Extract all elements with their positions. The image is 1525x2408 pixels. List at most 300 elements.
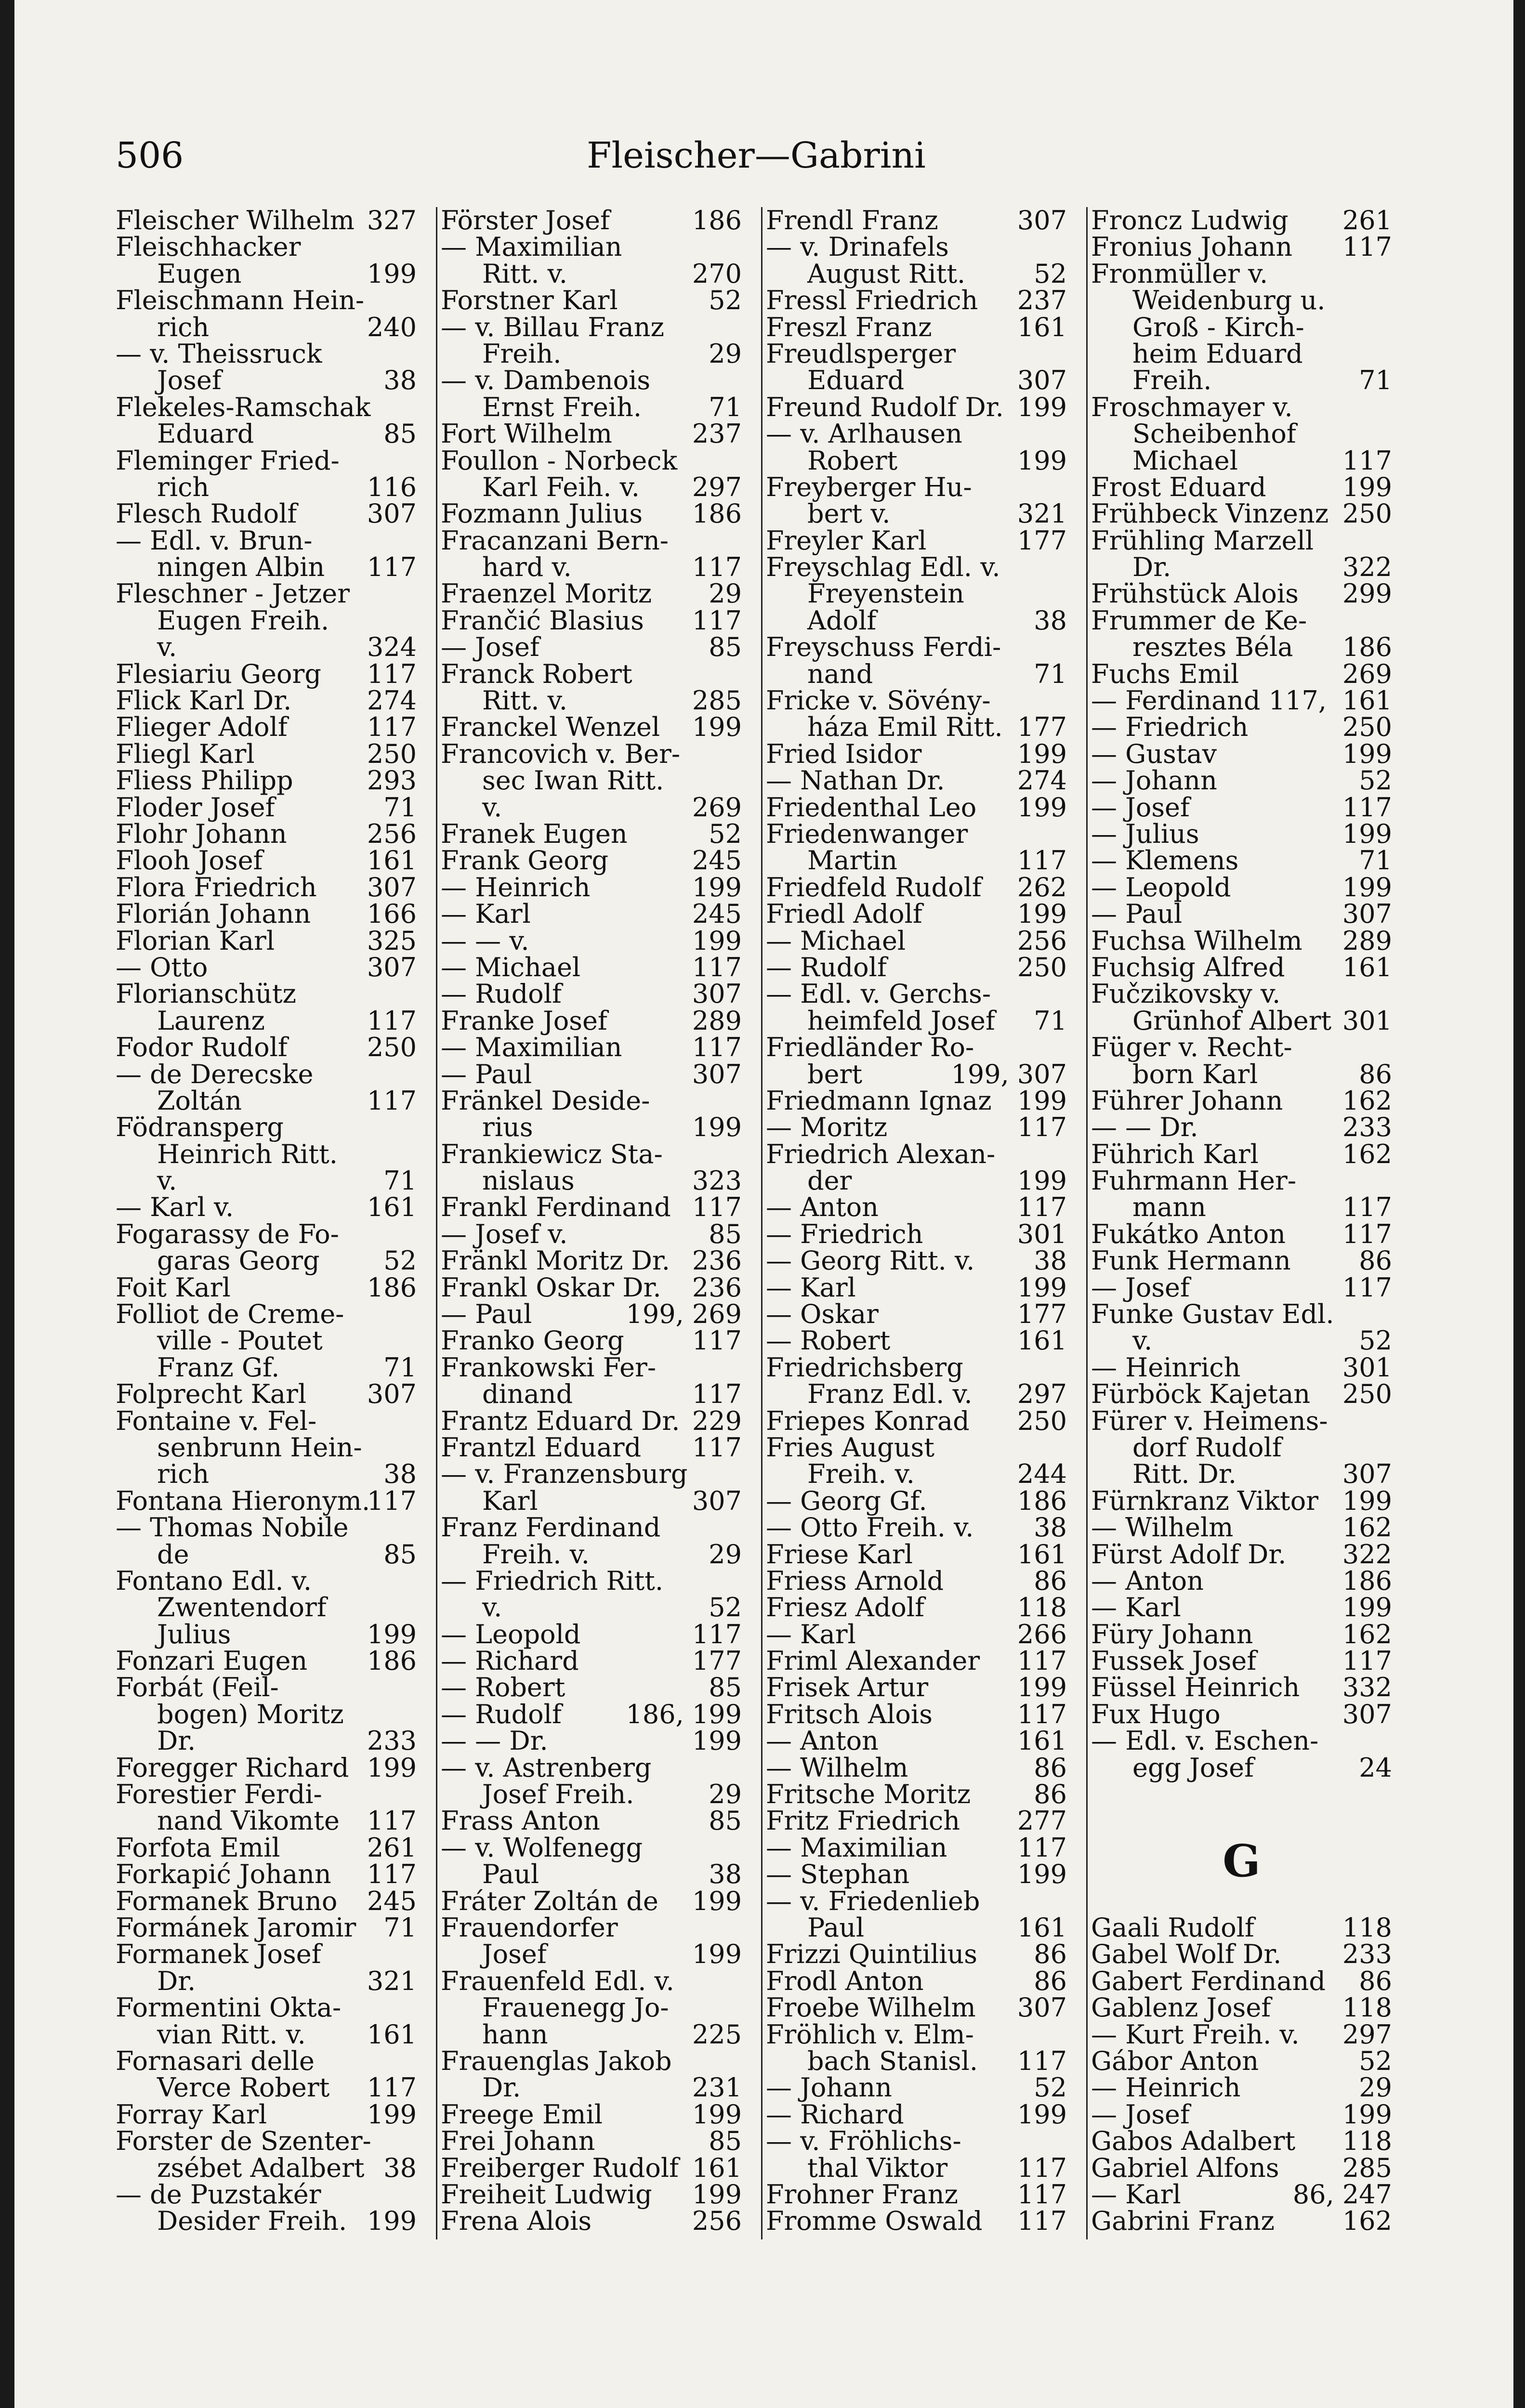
index-entry — [116, 1754, 417, 1781]
entry-name: mann — [1132, 1192, 1206, 1223]
entry-page: 117 — [692, 1325, 742, 1356]
entry-page: 71 — [1359, 365, 1392, 396]
index-entry — [766, 365, 1067, 396]
entry-name: Adolf — [807, 605, 877, 636]
entry-page: 322 — [1342, 1539, 1392, 1570]
entry-name: Födransperg — [116, 1112, 284, 1143]
page-number: 506 — [116, 135, 184, 176]
index-entry — [766, 1779, 1067, 1810]
index-entry — [1091, 2206, 1392, 2237]
index-entry — [1091, 981, 1392, 1007]
index-entry — [116, 365, 417, 396]
entry-name: garas Georg — [157, 1245, 320, 1276]
entry-name: — Otto Freih. v. — [766, 1512, 974, 1543]
index-entry — [116, 1834, 417, 1861]
entry-name: — Anton — [766, 1726, 879, 1756]
entry-page: 199 — [1017, 1859, 1067, 1890]
entry-name: Formánek Jaromir — [116, 1912, 356, 1943]
index-entry — [766, 1965, 1067, 1996]
entry-page: 277 — [1017, 1806, 1067, 1836]
entry-page: 199 — [1017, 1272, 1067, 1303]
index-entry — [766, 738, 1067, 769]
entry-page: 199 — [692, 2099, 742, 2130]
index-entry — [766, 658, 1067, 689]
index-entry — [1091, 1621, 1392, 1648]
index-entry — [441, 632, 742, 663]
entry-name: Groß - Kirch- — [1132, 312, 1304, 342]
index-entry — [766, 1112, 1067, 1143]
entry-page: 233 — [1342, 1939, 1392, 1970]
entry-page: 118 — [1342, 1992, 1392, 2023]
index-entry — [1091, 314, 1392, 340]
entry-name: — v. Astrenberg — [441, 1752, 652, 1783]
index-entry — [116, 471, 417, 502]
entry-name: Freiheit Ludwig — [441, 2179, 652, 2210]
column-1 — [116, 207, 417, 2235]
entry-page: 199 — [692, 1112, 742, 1143]
index-entry — [116, 632, 417, 663]
entry-page: 86 — [1359, 1059, 1392, 1089]
index-entry — [1091, 1005, 1392, 1036]
index-entry — [1091, 1192, 1392, 1223]
index-entry — [766, 1701, 1067, 1727]
index-entry — [441, 2181, 742, 2208]
index-entry — [441, 607, 742, 634]
index-entry — [1091, 607, 1392, 634]
entry-name: Florian Karl — [116, 925, 275, 956]
index-entry — [441, 1485, 742, 1516]
index-entry — [116, 1405, 417, 1436]
entry-name: — Moritz — [766, 1112, 888, 1143]
index-entry — [1091, 1405, 1392, 1436]
index-entry — [1091, 925, 1392, 956]
entry-page: 186 — [367, 1646, 417, 1676]
index-entry — [441, 687, 742, 714]
index-entry — [441, 2206, 742, 2237]
entry-name: — Richard — [441, 1646, 579, 1676]
index-entry — [1091, 1087, 1392, 1114]
index-entry — [116, 552, 417, 583]
entry-page: 161 — [692, 2152, 742, 2183]
entry-name: Frankiewicz Sta- — [441, 1139, 663, 1169]
index-entry — [441, 1061, 742, 1087]
entry-name: Flesiariu Georg — [116, 658, 321, 689]
index-entry — [766, 1247, 1067, 1274]
entry-name: Fozmann Julius — [441, 498, 643, 529]
index-entry — [766, 1434, 1067, 1461]
index-entry — [116, 2126, 417, 2157]
entry-name: ningen Albin — [157, 552, 325, 583]
entry-name: — Josef — [1091, 1272, 1190, 1303]
entry-name: Friedl Adolf — [766, 899, 922, 929]
entry-name: zsébet Adalbert — [157, 2152, 365, 2183]
index-entry — [116, 1192, 417, 1223]
entry-page: 85 — [709, 1218, 742, 1249]
running-title: Fleischer—Gabrini — [587, 135, 926, 176]
entry-page: 161 — [1017, 1325, 1067, 1356]
entry-page: 199 — [367, 2206, 417, 2237]
index-entry — [766, 1405, 1067, 1436]
entry-name: Flooh Josef — [116, 845, 263, 876]
index-entry — [766, 954, 1067, 981]
entry-name: Foregger Richard — [116, 1752, 349, 1783]
entry-name: Fráter Zoltán de — [441, 1885, 658, 1916]
index-entry — [116, 1514, 417, 1541]
index-entry — [1091, 1112, 1392, 1143]
index-entry — [766, 607, 1067, 634]
entry-name: egg Josef — [1132, 1752, 1254, 1783]
entry-name: — Rudolf — [441, 1699, 562, 1729]
entry-name: — Kurt Freih. v. — [1091, 2019, 1300, 2050]
index-entry — [441, 1621, 742, 1648]
entry-page: 186 — [1342, 1565, 1392, 1596]
index-entry — [116, 2021, 417, 2048]
entry-page: 117 — [692, 1192, 742, 1223]
index-entry — [766, 394, 1067, 420]
index-entry — [766, 2045, 1067, 2076]
entry-page: 256 — [692, 2206, 742, 2237]
entry-name: — — v. — [441, 925, 529, 956]
entry-page: 199 — [367, 1752, 417, 1783]
entry-name: Froebe Wilhelm — [766, 1992, 976, 2023]
index-entry — [766, 1594, 1067, 1621]
index-entry — [766, 2074, 1067, 2101]
entry-page: 199 — [1017, 445, 1067, 476]
entry-page: 161 — [367, 2019, 417, 2050]
index-entry — [766, 1754, 1067, 1781]
entry-page: 250 — [1342, 498, 1392, 529]
index-entry — [441, 1405, 742, 1436]
index-entry — [441, 287, 742, 314]
entry-page: 186 — [1017, 1485, 1067, 1516]
entry-name: Fuchsig Alfred — [1091, 952, 1285, 982]
index-entry — [441, 901, 742, 927]
index-entry — [766, 1485, 1067, 1516]
index-entry — [766, 207, 1067, 234]
entry-page: 199 — [1342, 872, 1392, 903]
index-entry — [766, 1914, 1067, 1941]
index-entry — [116, 818, 417, 849]
index-entry — [116, 738, 417, 769]
entry-page: 307 — [367, 1379, 417, 1410]
column-divider — [436, 207, 437, 2239]
entry-page: 297 — [1017, 1379, 1067, 1410]
entry-name: Fornasari delle — [116, 2045, 315, 2076]
index-entry — [441, 658, 742, 689]
index-entry — [441, 1005, 742, 1036]
entry-page: 118 — [1017, 1592, 1067, 1623]
index-entry — [116, 1218, 417, 1249]
index-entry — [441, 447, 742, 474]
entry-name: Frisek Artur — [766, 1672, 929, 1703]
entry-page: 250 — [1342, 712, 1392, 743]
entry-page: 199 — [1342, 818, 1392, 849]
entry-page: 71 — [383, 792, 417, 823]
entry-name: Freih. — [1132, 365, 1212, 396]
entry-name: hard v. — [482, 552, 572, 583]
entry-name: Füger v. Recht- — [1091, 1032, 1292, 1063]
entry-page: 199 — [692, 1726, 742, 1756]
index-entry — [766, 1834, 1067, 1861]
index-entry — [441, 2074, 742, 2101]
entry-page: 85 — [709, 2126, 742, 2157]
entry-name: Flekeles-Ramschak — [116, 392, 371, 422]
index-entry — [116, 2101, 417, 2128]
entry-page: 262 — [1017, 872, 1067, 903]
entry-page: 199 — [1342, 1592, 1392, 1623]
entry-name: Frantzl Eduard — [441, 1432, 642, 1463]
index-entry — [766, 794, 1067, 821]
index-entry — [1091, 340, 1392, 367]
index-entry — [1091, 1379, 1392, 1410]
index-entry — [1091, 394, 1392, 420]
entry-page: 161 — [1342, 685, 1392, 716]
entry-page: 117 — [1342, 1192, 1392, 1223]
entry-name: Franckel Wenzel — [441, 712, 660, 743]
entry-name: bach Stanisl. — [807, 2045, 978, 2076]
index-entry — [766, 471, 1067, 502]
entry-name: Karl Feih. v. — [482, 471, 640, 502]
entry-page: 86 — [1034, 1565, 1067, 1596]
entry-name: Frankl Oskar Dr. — [441, 1272, 661, 1303]
entry-name: Desider Freih. — [157, 2206, 347, 2237]
entry-page: 117 — [1342, 1272, 1392, 1303]
entry-name: — Ferdinand 117, — [1091, 685, 1327, 716]
entry-name: born Karl — [1132, 1059, 1258, 1089]
entry-page: 285 — [1342, 2152, 1392, 2183]
entry-name: — Heinrich — [441, 872, 591, 903]
index-entry — [1091, 1247, 1392, 1274]
entry-name: nand — [807, 658, 873, 689]
entry-name: Friedfeld Rudolf — [766, 872, 982, 903]
entry-name: Franz Ferdinand — [441, 1512, 661, 1543]
index-entry — [766, 767, 1067, 794]
entry-name: Fogarassy de Fo- — [116, 1218, 339, 1249]
entry-page: 117 — [1017, 2152, 1067, 2183]
index-entry — [766, 420, 1067, 447]
entry-name: — Paul — [441, 1299, 532, 1330]
index-entry — [766, 1192, 1067, 1223]
entry-name: Fraenzel Moritz — [441, 578, 652, 609]
entry-name: — Georg Gf. — [766, 1485, 927, 1516]
index-entry — [441, 738, 742, 769]
entry-name: Dr. — [157, 1965, 196, 1996]
index-entry — [116, 1141, 417, 1167]
index-entry — [441, 1299, 742, 1330]
index-entry — [766, 258, 1067, 289]
entry-name: — Friedrich — [1091, 712, 1249, 743]
index-entry — [116, 1247, 417, 1274]
entry-page: 199 — [692, 925, 742, 956]
entry-name: Flick Karl Dr. — [116, 685, 292, 716]
entry-name: Gaali Rudolf — [1091, 1912, 1255, 1943]
entry-name: Eduard — [157, 419, 254, 449]
index-entry — [1091, 1434, 1392, 1461]
index-entry — [441, 1379, 742, 1410]
entry-page: 177 — [1017, 1299, 1067, 1330]
index-entry — [116, 607, 417, 634]
entry-name: Gablenz Josef — [1091, 1992, 1271, 2023]
index-entry — [1091, 1514, 1392, 1541]
column-2 — [441, 207, 742, 2235]
entry-name: Fritsche Moritz — [766, 1779, 971, 1810]
index-entry — [116, 287, 417, 314]
index-entry — [441, 767, 742, 794]
entry-page: 199 — [1342, 1485, 1392, 1516]
entry-page: 199, 269 — [626, 1299, 742, 1330]
entry-name: — Karl — [1091, 2179, 1181, 2210]
index-entry — [441, 1674, 742, 1701]
entry-page: 117 — [1342, 1218, 1392, 1249]
entry-name: Freyberger Hu- — [766, 471, 972, 502]
index-entry — [1091, 1754, 1392, 1781]
entry-page: 307 — [692, 1485, 742, 1516]
entry-name: rich — [157, 471, 210, 502]
index-entry — [116, 1885, 417, 1916]
entry-name: Freyschlag Edl. v. — [766, 552, 1000, 583]
entry-page: 117 — [367, 1859, 417, 1890]
column-3 — [766, 207, 1067, 2235]
entry-page: 117 — [367, 712, 417, 743]
entry-name: Frena Alois — [441, 2206, 592, 2237]
entry-name: Friesz Adolf — [766, 1592, 925, 1623]
index-entry — [116, 1727, 417, 1754]
entry-page: 199 — [692, 1885, 742, 1916]
index-entry — [116, 1354, 417, 1381]
entry-name: Foit Karl — [116, 1272, 231, 1303]
index-entry — [766, 1327, 1067, 1354]
entry-page: 86 — [1359, 1965, 1392, 1996]
index-entry — [1091, 1354, 1392, 1381]
entry-name: — Thomas Nobile — [116, 1512, 349, 1543]
entry-name: v. — [482, 792, 502, 823]
index-entry — [441, 1779, 742, 1810]
entry-name: — Paul — [1091, 899, 1183, 929]
entry-name: — v. Fröhlichs- — [766, 2126, 961, 2157]
entry-name: Frančić Blasius — [441, 605, 644, 636]
entry-page: 199, 307 — [951, 1059, 1067, 1089]
entry-name: heim Eduard — [1132, 338, 1303, 369]
entry-name: rich — [157, 1459, 210, 1490]
index-entry — [116, 981, 417, 1007]
index-entry — [766, 847, 1067, 874]
entry-page: 117 — [367, 1806, 417, 1836]
entry-name: Fleischer Wilhelm — [116, 205, 355, 236]
index-entry — [1091, 365, 1392, 396]
index-entry — [1091, 1939, 1392, 1970]
index-entry — [766, 1648, 1067, 1674]
entry-page: 161 — [367, 1192, 417, 1223]
index-entry — [766, 1727, 1067, 1754]
entry-page: 250 — [1342, 1379, 1392, 1410]
index-entry — [441, 874, 742, 901]
index-entry — [1091, 1594, 1392, 1621]
index-entry — [1091, 1274, 1392, 1301]
index-entry — [1091, 1994, 1392, 2021]
index-entry — [441, 1192, 742, 1223]
entry-name: — v. Dambenois — [441, 365, 651, 396]
entry-name: — Anton — [766, 1192, 879, 1223]
entry-name: — Heinrich — [1091, 2072, 1241, 2103]
entry-page: 52 — [709, 1592, 742, 1623]
entry-name: Francovich v. Ber- — [441, 738, 681, 769]
entry-page: 199 — [1017, 1165, 1067, 1196]
entry-page: 117 — [367, 1085, 417, 1116]
entry-page: 29 — [709, 578, 742, 609]
entry-name: Froschmayer v. — [1091, 392, 1293, 422]
index-entry — [441, 1141, 742, 1167]
entry-name: Fontano Edl. v. — [116, 1565, 312, 1596]
index-entry — [1091, 447, 1392, 474]
index-entry — [766, 1379, 1067, 1410]
index-entry — [1091, 767, 1392, 794]
entry-page: 307 — [367, 952, 417, 982]
entry-page: 162 — [1342, 2206, 1392, 2237]
index-entry — [116, 207, 417, 234]
index-entry — [766, 1167, 1067, 1194]
entry-page: 117 — [1017, 1699, 1067, 1729]
index-entry — [116, 447, 417, 474]
entry-name: Fromme Oswald — [766, 2206, 983, 2237]
entry-name: — Maximilian — [766, 1832, 947, 1863]
entry-name: Frauenglas Jakob — [441, 2045, 672, 2076]
index-entry — [441, 340, 742, 367]
index-entry — [1091, 1965, 1392, 1996]
entry-name: Fuhrmann Her- — [1091, 1165, 1297, 1196]
entry-page: 161 — [1342, 952, 1392, 982]
entry-page: 231 — [692, 2072, 742, 2103]
entry-name: Franko Georg — [441, 1325, 624, 1356]
entry-name: Forster de Szenter- — [116, 2126, 371, 2157]
index-entry — [116, 1274, 417, 1301]
entry-page: 116 — [367, 471, 417, 502]
entry-name: — Rudolf — [441, 979, 562, 1009]
entry-page: 199 — [692, 1939, 742, 1970]
index-entry — [116, 874, 417, 901]
index-entry — [116, 1087, 417, 1114]
entry-page: 289 — [692, 1005, 742, 1036]
index-entry — [116, 1701, 417, 1727]
entry-page: 250 — [1017, 1405, 1067, 1436]
entry-page: 250 — [1017, 952, 1067, 982]
entry-page: 71 — [709, 392, 742, 422]
index-entry — [116, 954, 417, 981]
entry-page: 199 — [692, 2179, 742, 2210]
entry-page: 161 — [1017, 312, 1067, 342]
entry-page: 162 — [1342, 1139, 1392, 1169]
right-scan-edge — [1513, 0, 1525, 2408]
entry-name: der — [807, 1165, 852, 1196]
entry-name: Michael — [1132, 445, 1238, 476]
entry-name: — Edl. v. Gerchs- — [766, 979, 991, 1009]
index-entry — [441, 1327, 742, 1354]
entry-name: Fürer v. Heimens- — [1091, 1405, 1328, 1436]
index-entry — [1091, 552, 1392, 583]
index-entry — [1091, 500, 1392, 527]
entry-name: Fodor Rudolf — [116, 1032, 288, 1063]
entry-page: 293 — [367, 765, 417, 796]
entry-name: Flesch Rudolf — [116, 498, 297, 529]
entry-name: Franz Edl. v. — [807, 1379, 973, 1410]
index-entry — [441, 818, 742, 849]
index-entry — [1091, 1061, 1392, 1087]
index-entry — [116, 1299, 417, 1330]
entry-page: 24 — [1359, 1752, 1392, 1783]
entry-page: 29 — [709, 338, 742, 369]
index-entry — [441, 981, 742, 1007]
entry-name: Fürböck Kajetan — [1091, 1379, 1311, 1410]
entry-name: Grünhof Albert — [1132, 1005, 1332, 1036]
